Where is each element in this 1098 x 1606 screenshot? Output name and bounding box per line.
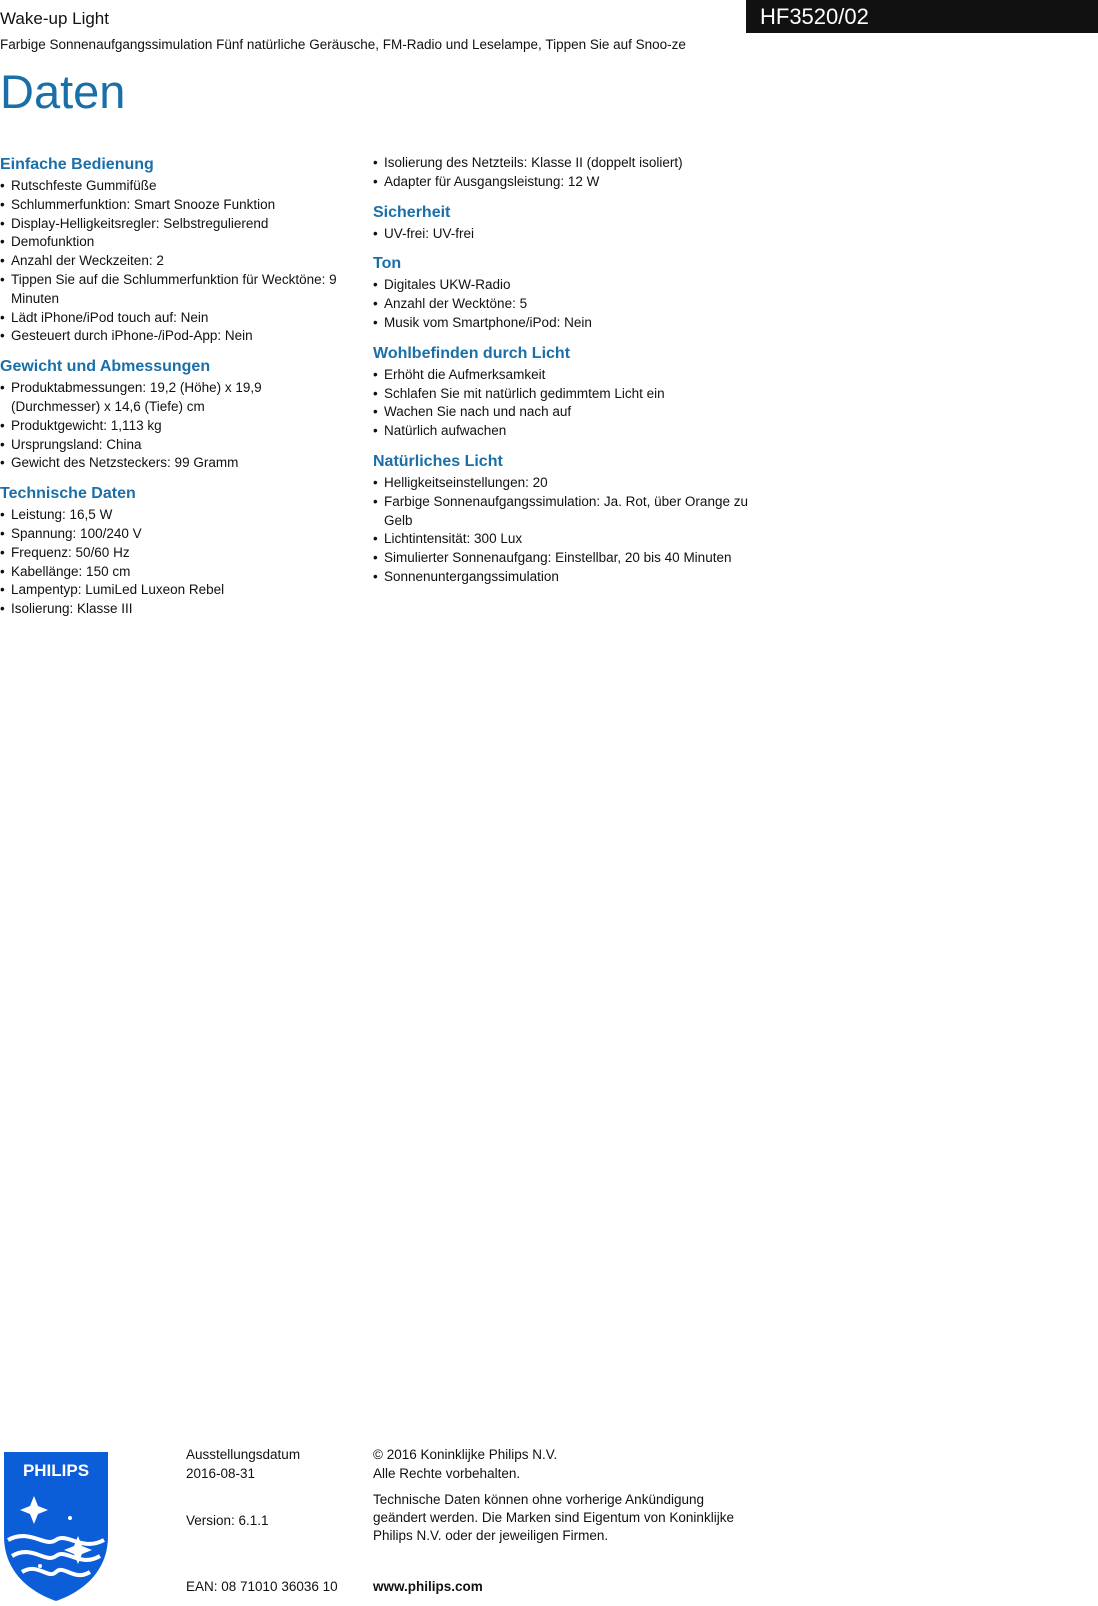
spec-item: • Produktabmessungen: 19,2 (Höhe) x 19,9 (Durchmesser) x 14,6 (Tiefe) cm (0, 379, 340, 417)
spec-item: • Spannung: 100/240 V (0, 525, 340, 544)
spec-list (373, 474, 753, 587)
spec-list (0, 379, 340, 473)
spec-item: • Digitales UKW-Radio (373, 276, 753, 295)
spec-item: • Produktgewicht: 1,113 kg (0, 417, 340, 436)
spec-list (373, 276, 753, 332)
spec-list (373, 366, 753, 441)
spec-item: • UV-frei: UV-frei (373, 225, 753, 244)
rights-text: Alle Rechte vorbehalten. (373, 1466, 521, 1481)
spec-column-left (0, 154, 340, 629)
spec-list (373, 154, 753, 192)
spec-item: • Lampentyp: LumiLed Luxeon Rebel (0, 581, 340, 600)
section-heading: Technische Daten (0, 485, 136, 503)
spec-item: • Gewicht des Netzsteckers: 99 Gramm (0, 454, 340, 473)
copyright-text: © 2016 Koninklijke Philips N.V. (373, 1447, 558, 1462)
issue-date-label: Ausstellungsdatum (186, 1447, 301, 1462)
spec-list (0, 177, 340, 346)
spec-item: • Sonnenuntergangssimulation (373, 568, 753, 587)
spec-item: • Leistung: 16,5 W (0, 506, 340, 525)
spec-section (373, 202, 753, 244)
section-heading: Sicherheit (373, 203, 451, 221)
spec-item: • Erhöht die Aufmerksamkeit (373, 366, 753, 385)
website-link[interactable]: www.philips.com (373, 1579, 483, 1594)
spec-item: • Simulierter Sonnenaufgang: Einstellbar, 20 bis 40 Minuten (373, 549, 753, 568)
spec-item: • Isolierung des Netzteils: Klasse II (doppelt isoliert) (373, 154, 753, 173)
philips-shield-logo (0, 1448, 112, 1601)
section-heading: Wohlbefinden durch Licht (373, 344, 571, 362)
spec-item: • Rutschfeste Gummifüße (0, 177, 340, 196)
spec-item: • Frequenz: 50/60 Hz (0, 544, 340, 563)
spec-item: • Tippen Sie auf die Schlummerfunktion für Wecktöne: 9 Minuten (0, 271, 340, 309)
disclaimer-text: Technische Daten können ohne vorherige Ankündigung geändert werden. Die Marken sind Eigentum von Koninklijke Philips N.V. oder der jeweiligen Firmen. (373, 1492, 734, 1543)
issue-date-value: 2016-08-31 (186, 1466, 256, 1481)
section-heading: Einfache Bedienung (0, 156, 154, 173)
spec-item: • Demofunktion (0, 233, 340, 252)
spec-item: • Lädt iPhone/iPod touch auf: Nein (0, 309, 340, 328)
ean-text: EAN: 08 71010 36036 10 (186, 1579, 338, 1594)
spec-item: • Ursprungsland: China (0, 436, 340, 455)
spec-section (0, 154, 340, 346)
spec-list (373, 225, 753, 244)
philips-wordmark: PHILIPS (22, 1461, 90, 1480)
model-badge: HF3520/02 (746, 0, 1098, 33)
spec-section (373, 343, 753, 441)
spec-column-right (373, 154, 753, 597)
spec-item: • Musik vom Smartphone/iPod: Nein (373, 314, 753, 333)
section-heading: Natürliches Licht (373, 452, 503, 470)
product-subtitle: Farbige Sonnenaufgangssimulation Fünf natürliche Geräusche, FM-Radio und Leselampe, Tippen Sie auf Snoo-ze (0, 37, 686, 52)
spec-item: • Helligkeitseinstellungen: 20 (373, 474, 753, 493)
spec-section (0, 356, 340, 473)
spec-item: • Schlafen Sie mit natürlich gedimmtem Licht ein (373, 385, 753, 404)
spec-item: • Schlummerfunktion: Smart Snooze Funktion (0, 196, 340, 215)
page-title: Daten (0, 65, 126, 118)
spec-section (0, 483, 340, 619)
section-heading: Gewicht und Abmessungen (0, 358, 211, 376)
spec-section (373, 451, 753, 587)
spec-item: • Kabellänge: 150 cm (0, 563, 340, 582)
spec-item: • Adapter für Ausgangsleistung: 12 W (373, 173, 753, 192)
spec-item: • Gesteuert durch iPhone-/iPod-App: Nein (0, 327, 340, 346)
spec-item: • Natürlich aufwachen (373, 422, 753, 441)
spec-item: • Anzahl der Weckzeiten: 2 (0, 252, 340, 271)
spec-section (373, 253, 753, 332)
spec-item: • Display-Helligkeitsregler: Selbstregulierend (0, 215, 340, 234)
version-text: Version: 6.1.1 (186, 1513, 269, 1528)
spec-section (373, 154, 753, 192)
spec-item: • Anzahl der Wecktöne: 5 (373, 295, 753, 314)
spec-item: • Wachen Sie nach und nach auf (373, 403, 753, 422)
section-heading: Ton (373, 255, 402, 273)
spec-list (0, 506, 340, 619)
spec-item: • Lichtintensität: 300 Lux (373, 530, 753, 549)
product-name: Wake-up Light (0, 9, 109, 28)
spec-item: • Farbige Sonnenaufgangssimulation: Ja. Rot, über Orange zu Gelb (373, 493, 753, 531)
spec-item: • Isolierung: Klasse III (0, 600, 340, 619)
